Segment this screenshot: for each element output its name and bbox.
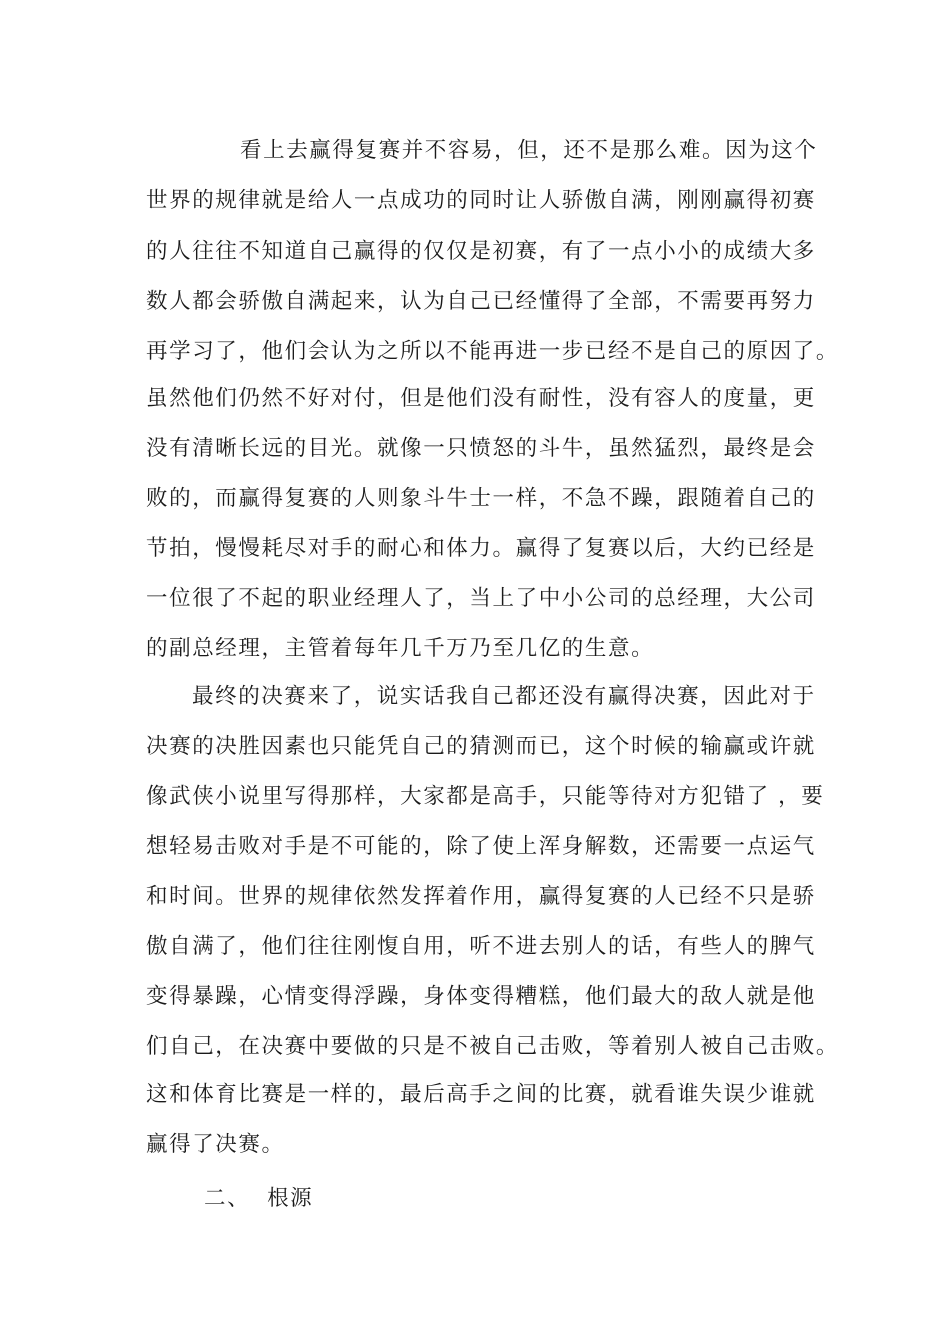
paragraph-line: 像武侠小说里写得那样，大家都是高手，只能等待对方犯错了 ，要	[146, 784, 825, 809]
paragraph-line: 一位很了不起的职业经理人了，当上了中小公司的总经理，大公司	[146, 586, 816, 611]
paragraph-line: 节拍，慢慢耗尽对手的耐心和体力。赢得了复赛以后，大约已经是	[146, 536, 816, 561]
paragraph-line: 数人都会骄傲自满起来，认为自己已经懂得了全部，不需要再努力	[146, 289, 816, 314]
paragraph-line: 的副总经理，主管着每年几千万乃至几亿的生意。	[146, 636, 655, 661]
paragraph-line: 虽然他们仍然不好对付，但是他们没有耐性，没有容人的度量，更	[146, 386, 816, 411]
paragraph-line: 最终的决赛来了，说实话我自己都还没有赢得决赛，因此对于	[192, 684, 816, 709]
paragraph-line: 再学习了，他们会认为之所以不能再进一步已经不是自己的原因了。	[146, 339, 840, 364]
paragraph-line: 世界的规律就是给人一点成功的同时让人骄傲自满，刚刚赢得初赛	[146, 188, 816, 213]
paragraph-line: 决赛的决胜因素也只能凭自己的猜测而已，这个时候的输赢或许就	[146, 734, 816, 759]
paragraph-line: 变得暴躁，心情变得浮躁，身体变得糟糕，他们最大的敌人就是他	[146, 984, 816, 1009]
paragraph-line: 赢得了决赛。	[146, 1132, 285, 1157]
section-heading: 二、 根源	[204, 1186, 314, 1211]
paragraph-line: 想轻易击败对手是不可能的，除了使上浑身解数，还需要一点运气	[146, 834, 816, 859]
paragraph-line: 傲自满了，他们往往刚愎自用，听不进去别人的话，有些人的脾气	[146, 934, 816, 959]
paragraph-line: 败的，而赢得复赛的人则象斗牛士一样，不急不躁，跟随着自己的	[146, 486, 816, 511]
paragraph-line: 的人往往不知道自己赢得的仅仅是初赛，有了一点小小的成绩大多	[146, 239, 816, 264]
paragraph-line: 这和体育比赛是一样的，最后高手之间的比赛，就看谁失误少谁就	[146, 1082, 816, 1107]
paragraph-line: 们自己，在决赛中要做的只是不被自己击败，等着别人被自己击败。	[146, 1034, 840, 1059]
paragraph-line: 和时间。世界的规律依然发挥着作用，赢得复赛的人已经不只是骄	[146, 884, 816, 909]
paragraph-line: 没有清晰长远的目光。就像一只愤怒的斗牛，虽然猛烈，最终是会	[146, 436, 816, 461]
paragraph-line: 看上去赢得复赛并不容易，但，还不是那么难。因为这个	[240, 138, 818, 163]
